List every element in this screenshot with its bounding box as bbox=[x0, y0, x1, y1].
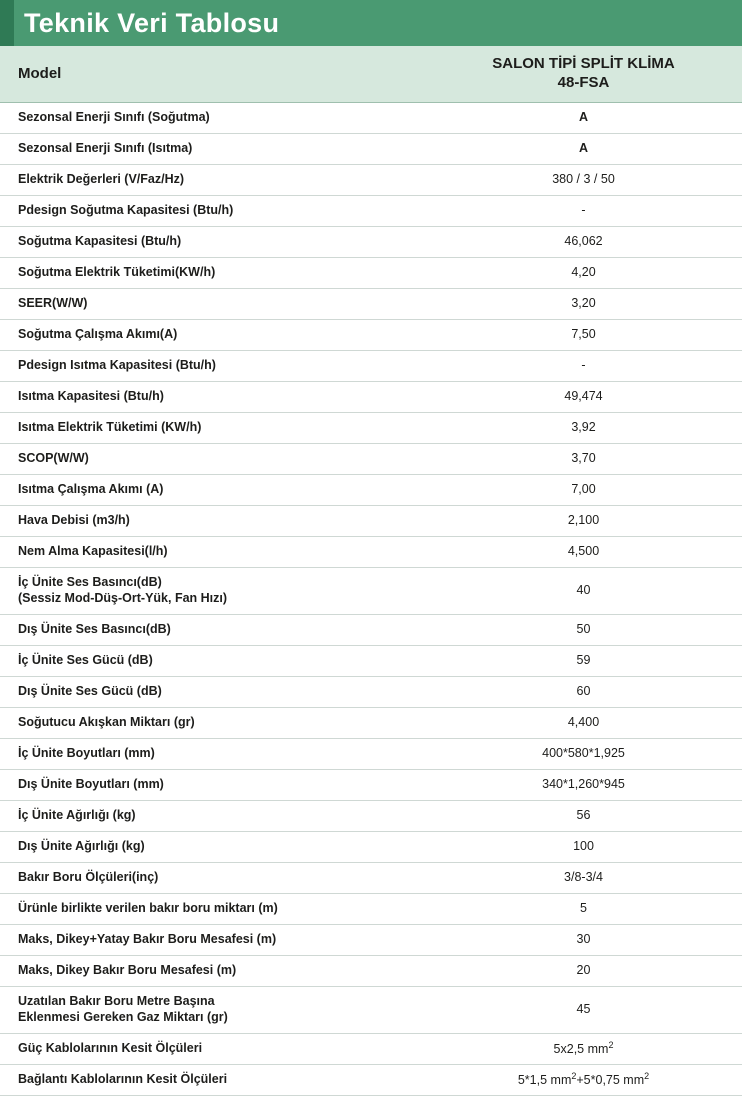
spec-label bbox=[0, 412, 425, 443]
table-header bbox=[0, 46, 742, 102]
table-row bbox=[0, 893, 742, 924]
table-row bbox=[0, 164, 742, 195]
spec-value: 49,474 bbox=[425, 381, 742, 412]
spec-value: 20 bbox=[425, 955, 742, 986]
table-row bbox=[0, 288, 742, 319]
table-row bbox=[0, 102, 742, 133]
spec-label-line: İç Ünite Ses Gücü (dB) bbox=[18, 652, 153, 667]
spec-label-line: İç Ünite Ağırlığı (kg) bbox=[18, 807, 136, 822]
spec-label-line: Pdesign Isıtma Kapasitesi (Btu/h) bbox=[18, 357, 216, 372]
table-row bbox=[0, 955, 742, 986]
spec-label-line: Ürünle birlikte verilen bakır boru miktarı (m) bbox=[18, 900, 278, 915]
spec-label-line: Sezonsal Enerji Sınıfı (Soğutma) bbox=[18, 109, 210, 124]
spec-label bbox=[0, 195, 425, 226]
spec-label bbox=[0, 831, 425, 862]
table-row bbox=[0, 505, 742, 536]
spec-value: 7,00 bbox=[425, 474, 742, 505]
table-row bbox=[0, 350, 742, 381]
spec-label bbox=[0, 738, 425, 769]
spec-label-line: Isıtma Kapasitesi (Btu/h) bbox=[18, 388, 164, 403]
spec-label-line: Soğutma Çalışma Akımı(A) bbox=[18, 326, 178, 341]
spec-label-line: Isıtma Elektrik Tüketimi (KW/h) bbox=[18, 419, 202, 434]
table-row bbox=[0, 707, 742, 738]
table-row bbox=[0, 133, 742, 164]
spec-value: 7,50 bbox=[425, 319, 742, 350]
table-row bbox=[0, 738, 742, 769]
spec-label-line: Uzatılan Bakır Boru Metre Başına bbox=[18, 993, 215, 1008]
spec-value: A bbox=[425, 133, 742, 164]
spec-label bbox=[0, 505, 425, 536]
spec-label bbox=[0, 474, 425, 505]
spec-value: 2,100 bbox=[425, 505, 742, 536]
banner-accent-bar bbox=[0, 0, 14, 46]
spec-label bbox=[0, 800, 425, 831]
spec-value: A bbox=[425, 102, 742, 133]
spec-value: 30 bbox=[425, 924, 742, 955]
spec-label-line: Soğutma Kapasitesi (Btu/h) bbox=[18, 233, 182, 248]
table-row bbox=[0, 769, 742, 800]
spec-label-line: Soğutucu Akışkan Miktarı (gr) bbox=[18, 714, 195, 729]
spec-label-line-secondary: Eklenmesi Gereken Gaz Miktarı (gr) bbox=[18, 1009, 228, 1024]
table-row bbox=[0, 567, 742, 614]
spec-value: - bbox=[425, 195, 742, 226]
spec-label-line: Dış Ünite Ses Basıncı(dB) bbox=[18, 621, 171, 636]
table-row bbox=[0, 1064, 742, 1095]
spec-label bbox=[0, 443, 425, 474]
spec-value: 5 bbox=[425, 893, 742, 924]
spec-value: 59 bbox=[425, 645, 742, 676]
spec-label-line: Nem Alma Kapasitesi(l/h) bbox=[18, 543, 168, 558]
spec-label bbox=[0, 955, 425, 986]
table-row bbox=[0, 645, 742, 676]
spec-value: 45 bbox=[425, 986, 742, 1033]
spec-value: 56 bbox=[425, 800, 742, 831]
spec-label bbox=[0, 164, 425, 195]
table-row bbox=[0, 195, 742, 226]
spec-label bbox=[0, 102, 425, 133]
spec-value: 340*1,260*945 bbox=[425, 769, 742, 800]
spec-label bbox=[0, 319, 425, 350]
spec-label-line: Hava Debisi (m3/h) bbox=[18, 512, 130, 527]
spec-value: 400*580*1,925 bbox=[425, 738, 742, 769]
table-row bbox=[0, 986, 742, 1033]
product-name: SALON TİPİ SPLİT KLİMA bbox=[492, 55, 675, 72]
table-row bbox=[0, 319, 742, 350]
column-header-product bbox=[425, 46, 742, 102]
spec-value: 3,20 bbox=[425, 288, 742, 319]
spec-value: 40 bbox=[425, 567, 742, 614]
spec-label bbox=[0, 381, 425, 412]
spec-label-line: Maks, Dikey Bakır Boru Mesafesi (m) bbox=[18, 962, 237, 977]
spec-label bbox=[0, 350, 425, 381]
table-row bbox=[0, 924, 742, 955]
spec-value: 60 bbox=[425, 676, 742, 707]
spec-value: 5x2,5 $mm^2$ bbox=[425, 1033, 742, 1064]
spec-label-line: Güç Kablolarının Kesit Ölçüleri bbox=[18, 1040, 203, 1055]
spec-label bbox=[0, 614, 425, 645]
spec-value: 4,20 bbox=[425, 257, 742, 288]
product-model-code: 48-FSA bbox=[557, 73, 610, 91]
spec-label-line: SEER(W/W) bbox=[18, 295, 88, 310]
spec-label bbox=[0, 893, 425, 924]
spec-label bbox=[0, 769, 425, 800]
spec-label bbox=[0, 862, 425, 893]
table-row bbox=[0, 862, 742, 893]
spec-label-line: Isıtma Çalışma Akımı (A) bbox=[18, 481, 164, 496]
table-row bbox=[0, 257, 742, 288]
spec-label-line: Pdesign Soğutma Kapasitesi (Btu/h) bbox=[18, 202, 234, 217]
spec-value: 3,92 bbox=[425, 412, 742, 443]
table-row bbox=[0, 474, 742, 505]
spec-value: 380 / 3 / 50 bbox=[425, 164, 742, 195]
spec-label bbox=[0, 226, 425, 257]
spec-label-line: İç Ünite Ses Basıncı(dB) bbox=[18, 574, 162, 589]
spec-label-line: Dış Ünite Ses Gücü (dB) bbox=[18, 683, 162, 698]
spec-value: 3,70 bbox=[425, 443, 742, 474]
spec-label-line: Soğutma Elektrik Tüketimi(KW/h) bbox=[18, 264, 216, 279]
spec-label-line: Maks, Dikey+Yatay Bakır Boru Mesafesi (m) bbox=[18, 931, 277, 946]
spec-value: 5*1,5 $mm^2+5*0,75$ $mm^2$ bbox=[425, 1064, 742, 1095]
table-row bbox=[0, 614, 742, 645]
spec-label-line: Dış Ünite Boyutları (mm) bbox=[18, 776, 164, 791]
spec-label-line: Elektrik Değerleri (V/Faz/Hz) bbox=[18, 171, 185, 186]
spec-label bbox=[0, 1033, 425, 1064]
spec-label bbox=[0, 288, 425, 319]
spec-label bbox=[0, 645, 425, 676]
spec-label bbox=[0, 536, 425, 567]
table-row bbox=[0, 226, 742, 257]
table-row bbox=[0, 536, 742, 567]
spec-label-line: Bağlantı Kablolarının Kesit Ölçüleri bbox=[18, 1071, 228, 1086]
table-row bbox=[0, 381, 742, 412]
table-row bbox=[0, 831, 742, 862]
column-header-model: Model bbox=[0, 46, 425, 102]
spec-label-line: İç Ünite Boyutları (mm) bbox=[18, 745, 155, 760]
spec-label bbox=[0, 567, 425, 614]
spec-value: 4,500 bbox=[425, 536, 742, 567]
table-row bbox=[0, 443, 742, 474]
page-header-banner bbox=[0, 0, 742, 46]
spec-label-line: Dış Ünite Ağırlığı (kg) bbox=[18, 838, 145, 853]
spec-label bbox=[0, 986, 425, 1033]
spec-value: 46,062 bbox=[425, 226, 742, 257]
spec-value: 3/8-3/4 bbox=[425, 862, 742, 893]
table-row bbox=[0, 1033, 742, 1064]
spec-value: 100 bbox=[425, 831, 742, 862]
specifications-table bbox=[0, 46, 742, 1096]
page-title: Teknik Veri Tablosu bbox=[24, 7, 280, 38]
spec-value: 4,400 bbox=[425, 707, 742, 738]
spec-label bbox=[0, 133, 425, 164]
spec-label bbox=[0, 924, 425, 955]
spec-label-line: Sezonsal Enerji Sınıfı (Isıtma) bbox=[18, 140, 193, 155]
table-row bbox=[0, 412, 742, 443]
spec-label-line: Bakır Boru Ölçüleri(inç) bbox=[18, 869, 159, 884]
spec-label bbox=[0, 707, 425, 738]
spec-label bbox=[0, 1064, 425, 1095]
table-body bbox=[0, 102, 742, 1095]
spec-label-line: SCOP(W/W) bbox=[18, 450, 89, 465]
spec-value: - bbox=[425, 350, 742, 381]
spec-value: 50 bbox=[425, 614, 742, 645]
table-header-row bbox=[0, 46, 742, 102]
spec-label bbox=[0, 257, 425, 288]
table-row bbox=[0, 676, 742, 707]
table-row bbox=[0, 800, 742, 831]
spec-label bbox=[0, 676, 425, 707]
spec-label-line-secondary: (Sessiz Mod-Düş-Ort-Yük, Fan Hızı) bbox=[18, 590, 228, 605]
